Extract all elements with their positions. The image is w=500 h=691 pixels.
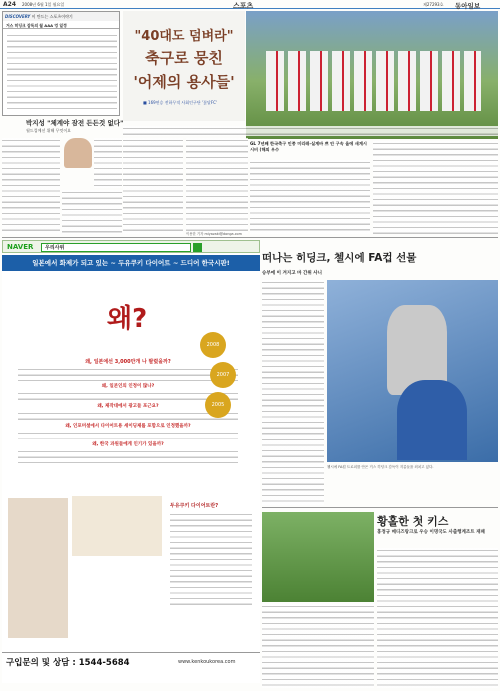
story-deck: 홍정규 메디즈랑크로 우승 이명국도 사출행계조트 재패	[377, 530, 485, 535]
ad-cta-text	[170, 512, 252, 608]
product-image	[72, 496, 162, 556]
headline-sub: ■ 169연승 전하무적 사회인구단 '꽃달FC'	[143, 100, 218, 105]
search-input[interactable]: 우리사위	[41, 243, 191, 252]
column-title: 박지성 "체계야 잠전 든든것 없다"	[26, 119, 124, 127]
headline-line2: 축구로 뭉친	[145, 49, 223, 67]
ad-searchbar	[2, 240, 260, 253]
team-players	[266, 51, 481, 111]
column-text-2	[94, 138, 122, 188]
bullet-2: 왜, 제작대에서 광고들 포근요?	[97, 404, 159, 409]
byline: 이용한 기자 miyazaki@donga.com	[186, 232, 242, 236]
story-text-2	[377, 548, 498, 688]
page-number: A24	[3, 1, 16, 8]
feature-photo	[327, 280, 498, 462]
issue-number: 제27293호	[423, 1, 444, 7]
ad-photos	[8, 498, 68, 638]
bullet-4: 왜, 한국 과원들에게 인기가 있을까?	[92, 442, 164, 447]
order-web[interactable]: www.kenkoukorea.com	[178, 659, 236, 665]
coach-figure	[397, 380, 467, 460]
article-col-3	[250, 160, 370, 234]
article-col-2	[186, 138, 248, 234]
ad-why: 왜?	[107, 304, 148, 334]
headline-line3: '어제의 용사들'	[133, 73, 235, 91]
team-photo	[246, 11, 498, 139]
feature-headline: 떠나는 히딩크, 첼시에 FA컵 선물	[262, 252, 417, 264]
story-text-1	[262, 604, 374, 688]
headline-line1: "40대도 덤벼라"	[134, 29, 234, 44]
date: 2008년 6월 1일 월요일	[22, 1, 65, 7]
naver-logo: NAVER	[7, 243, 34, 251]
sports-info-box	[2, 11, 120, 116]
divider-2	[262, 507, 498, 508]
photo-caption	[123, 126, 498, 136]
column-text-1	[2, 138, 60, 234]
bullet-0: 왜, 일본에선 3,000만개 나 팔렸을까?	[85, 359, 171, 365]
columnist-photo	[64, 138, 92, 168]
search-icon[interactable]	[193, 243, 202, 252]
order-phone[interactable]: 구입문의 및 상담 : 1544-5684	[6, 658, 130, 668]
advertisement	[2, 240, 260, 683]
section-subhead: GL 7년째 한국축구 인종 미리레-실계바 쁘 안 구속 울에 새계시시비 (해외 우수	[250, 141, 367, 152]
brand: DISCOVERY	[5, 14, 31, 19]
year-badge-2008: 2008	[200, 332, 226, 358]
tagline: 이 만드는 스포츠이야기	[31, 14, 73, 19]
story-headline: 황홀한 첫 키스	[377, 515, 449, 528]
info-table	[7, 33, 117, 113]
year-badge-2007: 2007	[210, 362, 236, 388]
order-bar	[2, 652, 260, 670]
ad-cta-question: 두유쿠키 다이어트란?	[170, 503, 219, 509]
article-col-4	[373, 141, 498, 234]
feature-deck: 승부에 이 겨지고 마 간위 사니	[262, 271, 322, 276]
ad-slogan: 일본에서 화제가 되고 있는 ~ 두유쿠키 다이어트 ~ 드디어 한국시판!	[2, 255, 260, 271]
info-title: 거스 히딩크 감독의 월 AAA 엉 일정	[3, 21, 119, 29]
year-badge-2005: 2005	[205, 392, 231, 418]
section-title: 스포츠	[233, 1, 254, 10]
paper-name: 동아일보	[455, 1, 481, 10]
headline-block	[123, 11, 245, 121]
column-text-3	[62, 190, 122, 234]
brand-bar	[3, 12, 119, 21]
divider	[2, 237, 498, 238]
bullet-3: 왜, 인포머셜에서 다이어트용 세이딩제를 포함으로 인정했을까?	[65, 424, 191, 429]
masthead	[0, 0, 500, 9]
article-col-1	[123, 138, 183, 234]
column-subtitle: 월드컵예선 위해 무엇이요	[26, 128, 72, 133]
feature-caption: 첼시에 FA컵 트로피를 안은 거스 히딩크 감독이 지름들을 외치고 있다.	[327, 465, 434, 469]
feature-text	[262, 280, 324, 505]
story-photo	[262, 512, 374, 602]
bullet-1: 왜, 일본인의 인정이 많나?	[101, 384, 155, 389]
